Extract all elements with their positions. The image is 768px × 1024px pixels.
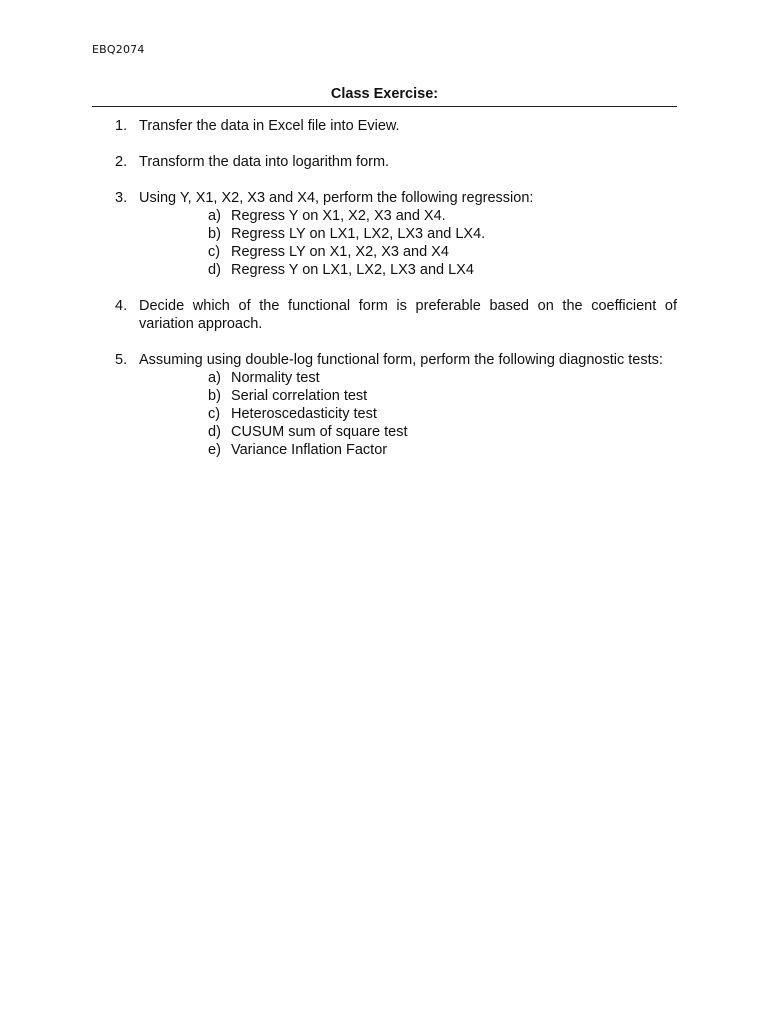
sub-item-text: Serial correlation test	[231, 388, 368, 404]
item-number: 1.	[115, 118, 128, 134]
sub-list	[208, 207, 677, 279]
sub-item	[208, 387, 677, 405]
sub-item-letter: d)	[208, 262, 221, 278]
sub-item-letter: b)	[208, 226, 221, 242]
item-text: Using Y, X1, X2, X3 and X4, perform the following regression:	[139, 190, 534, 206]
title-divider	[92, 106, 677, 107]
sub-item-text: Regress Y on X1, X2, X3 and X4.	[231, 208, 446, 224]
sub-item-text: Regress LY on X1, X2, X3 and X4	[231, 244, 449, 260]
item-number: 4.	[115, 298, 128, 314]
item-number: 3.	[115, 190, 128, 206]
sub-item-text: Normality test	[231, 370, 320, 386]
sub-item-text: CUSUM sum of square test	[231, 424, 408, 440]
item-text: Transform the data into logarithm form.	[139, 154, 390, 170]
sub-item-letter: e)	[208, 442, 221, 458]
sub-item	[208, 423, 677, 441]
item-text: Transfer the data in Excel file into Eview.	[139, 118, 400, 134]
sub-item-text: Variance Inflation Factor	[231, 442, 388, 458]
sub-item-letter: d)	[208, 424, 221, 440]
exercise-item-2	[112, 153, 677, 171]
sub-item-letter: a)	[208, 208, 221, 224]
exercise-item-1	[112, 117, 677, 135]
page-title: Class Exercise:	[330, 86, 439, 102]
sub-item-letter: b)	[208, 388, 221, 404]
sub-item-letter: c)	[208, 244, 221, 260]
sub-item-letter: a)	[208, 370, 221, 386]
exercise-item-3	[112, 189, 677, 279]
sub-item-text: Regress LY on LX1, LX2, LX3 and LX4.	[231, 226, 486, 242]
sub-item-text: Heteroscedasticity test	[231, 406, 377, 422]
item-text: Assuming using double-log functional form, perform the following diagnostic tests:	[139, 352, 663, 368]
exercise-item-4	[112, 297, 677, 333]
sub-item	[208, 243, 677, 261]
sub-list	[208, 369, 677, 459]
sub-item-letter: c)	[208, 406, 221, 422]
item-number: 5.	[115, 352, 128, 368]
sub-item	[208, 207, 677, 225]
sub-item	[208, 225, 677, 243]
sub-item-text: Regress Y on LX1, LX2, LX3 and LX4	[231, 262, 474, 278]
sub-item	[208, 261, 677, 279]
sub-item	[208, 405, 677, 423]
exercise-item-5	[112, 351, 677, 459]
sub-item	[208, 441, 677, 459]
exercise-list	[112, 117, 677, 477]
course-code: EBQ2074	[92, 43, 145, 56]
item-number: 2.	[115, 154, 128, 170]
sub-item	[208, 369, 677, 387]
item-text: Decide which of the functional form is preferable based on the coefficient of variation approach.	[139, 298, 677, 332]
